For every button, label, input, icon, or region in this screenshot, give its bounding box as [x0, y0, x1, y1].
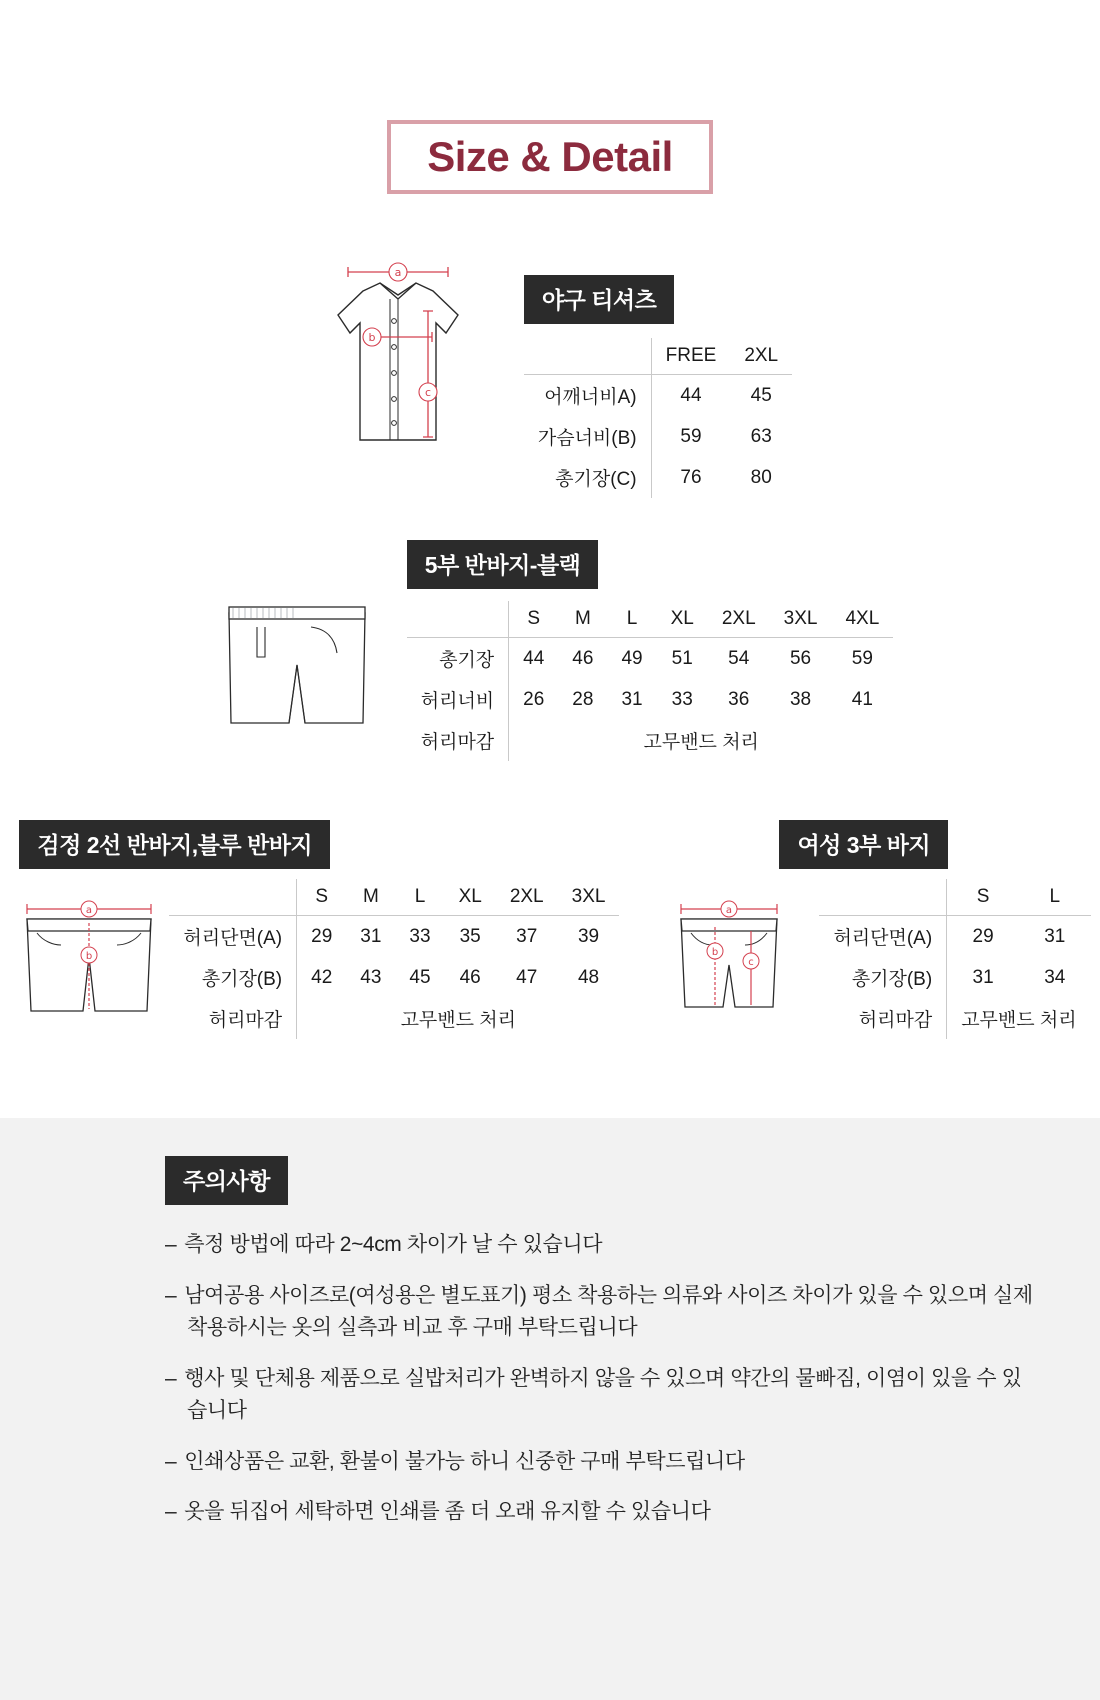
table-row [407, 679, 894, 720]
row-label: 허리마감 [819, 998, 946, 1039]
row-label: 총기장(B) [169, 957, 296, 998]
baseball-tee-info [524, 255, 792, 498]
merged-cell: 고무밴드 처리 [961, 1010, 1077, 1031]
notice-item [165, 1363, 1040, 1428]
table-row [819, 957, 1090, 998]
title-frame [387, 120, 713, 194]
table-row [524, 416, 792, 457]
womens-3bu-tag-wrap [659, 820, 1090, 869]
notice-text: 인쇄상품은 교환, 환불이 불가능 하니 신중한 구매 부탁드립니다 [184, 1449, 745, 1473]
cell: 43 [360, 966, 382, 988]
womens-3bu-tag: 여성 3부 바지 [779, 820, 948, 869]
black2line-diagram [9, 879, 169, 1034]
title-frame-right-bar [709, 120, 713, 194]
cell: 46 [572, 647, 594, 669]
table-row [169, 957, 619, 998]
col-header-3xl: 3XL [558, 879, 620, 916]
table-row [524, 375, 792, 417]
col-header-m: M [558, 601, 607, 638]
cell: 29 [972, 925, 994, 947]
cell: 59 [851, 647, 873, 669]
cell: 31 [972, 966, 994, 988]
title-frame-left-bar [387, 120, 391, 194]
black2line-body [9, 879, 619, 1039]
cell: 45 [750, 384, 772, 406]
col-header-l: L [1019, 879, 1091, 916]
notice-list [165, 1229, 1040, 1529]
section-shorts-5bu-black [0, 540, 1100, 761]
col-header-2xl: 2XL [730, 338, 792, 375]
cell: 80 [750, 466, 772, 488]
black2line-table [169, 879, 619, 1039]
cell: 48 [577, 966, 600, 988]
cell: 38 [789, 688, 812, 710]
notice-bullet: – [165, 1500, 177, 1524]
table-row [524, 457, 792, 498]
notice-bullet: – [165, 1283, 177, 1307]
col-header-0 [169, 879, 296, 916]
notice-bullet: – [165, 1366, 177, 1390]
row-label: 총기장 [407, 638, 509, 680]
row-label: 허리너비 [407, 679, 509, 720]
cell: 37 [516, 925, 538, 947]
table-row [407, 638, 894, 680]
cell: 45 [409, 966, 431, 988]
baseball-tee-diagram [308, 255, 488, 480]
cell: 41 [851, 688, 873, 710]
notice-text: 행사 및 단체용 제품으로 실밥처리가 완벽하지 않을 수 있으며 약간의 물빠짐, 이염이 있을 수 있습니다 [184, 1366, 1022, 1423]
womens-3bu-body [659, 879, 1090, 1039]
cell: 44 [680, 384, 702, 406]
row-label: 어깨너비A) [524, 375, 651, 417]
col-header-4xl: 4XL [831, 601, 893, 638]
col-header-0 [819, 879, 946, 916]
shorts-5bu-tag: 5부 반바지-블랙 [407, 540, 599, 589]
svg-text:b: b [86, 951, 93, 962]
row-label: 총기장(C) [524, 457, 651, 498]
row-label: 허리단면(A) [819, 916, 946, 958]
notice-item [165, 1229, 1040, 1262]
notice-item [165, 1280, 1040, 1345]
cell: 59 [680, 425, 702, 447]
cell: 33 [409, 925, 431, 947]
cell: 36 [728, 688, 750, 710]
svg-text:b: b [368, 331, 376, 344]
cell: 39 [577, 925, 600, 947]
shorts-5bu-info [407, 540, 894, 761]
cell: 33 [671, 688, 693, 710]
cell: 63 [750, 425, 772, 447]
cell: 42 [311, 966, 333, 988]
col-header-m: M [346, 879, 395, 916]
row-label: 총기장(B) [819, 957, 946, 998]
notice-item [165, 1496, 1040, 1529]
table-row-merged [407, 720, 894, 761]
page-header [0, 0, 1100, 194]
shorts-5bu-diagram [207, 540, 387, 750]
svg-text:a: a [726, 905, 733, 916]
cell: 47 [516, 966, 538, 988]
cell: 46 [459, 966, 481, 988]
table-header-row [819, 879, 1090, 916]
cell: 35 [459, 925, 481, 947]
svg-text:a: a [394, 266, 402, 279]
row-label: 허리단면(A) [169, 916, 296, 958]
cell: 29 [311, 925, 333, 947]
notice-text: 옷을 뒤집어 세탁하면 인쇄를 좀 더 오래 유지할 수 있습니다 [184, 1500, 711, 1524]
col-header-0 [407, 601, 509, 638]
table-header-row [524, 338, 792, 375]
cell: 56 [789, 647, 812, 669]
col-header-s: S [947, 879, 1019, 916]
cell: 51 [671, 647, 693, 669]
notice-text: 측정 방법에 따라 2~4cm 차이가 날 수 있습니다 [184, 1233, 603, 1256]
table-row-merged [169, 998, 619, 1039]
womens-3bu-table [819, 879, 1090, 1039]
notice-section [0, 1118, 1100, 1700]
table-header-row [169, 879, 619, 916]
col-header-xl: XL [657, 601, 708, 638]
section-baseball-tee [0, 255, 1100, 498]
womens-3bu-diagram [659, 879, 819, 1034]
section-row-shorts [0, 820, 1100, 1039]
svg-text:c: c [424, 386, 431, 399]
table-header-row [407, 601, 894, 638]
cell: 26 [523, 688, 545, 710]
table-row [169, 916, 619, 958]
cell: 34 [1044, 966, 1066, 988]
col-header-l: L [395, 879, 444, 916]
cell: 76 [680, 466, 702, 488]
cell: 31 [1044, 925, 1066, 947]
shorts-5bu-table [407, 601, 894, 761]
row-label: 허리마감 [407, 720, 509, 761]
notice-item [165, 1446, 1040, 1479]
baseball-tee-tag: 야구 티셔츠 [524, 275, 674, 324]
col-header-s: S [509, 601, 559, 638]
notice-bullet: – [165, 1449, 177, 1473]
notice-bullet: – [165, 1233, 177, 1256]
black2line-tag-wrap [9, 820, 619, 869]
row-label: 허리마감 [169, 998, 296, 1039]
table-row [819, 916, 1090, 958]
col-header-xl: XL [445, 879, 496, 916]
notice-tag: 주의사항 [165, 1156, 288, 1205]
notice-text: 남여공용 사이즈로(여성용은 별도표기) 평소 착용하는 의류와 사이즈 차이가 있을 수 있으며 실제 착용하시는 옷의 실측과 비교 후 구매 부탁드립니다 [184, 1283, 1033, 1340]
col-header-0 [524, 338, 651, 375]
cell: 31 [360, 925, 382, 947]
svg-text:a: a [86, 905, 93, 916]
cell: 44 [523, 647, 545, 669]
black2line-tag: 검정 2선 반바지,블루 반바지 [19, 820, 330, 869]
cell: 28 [572, 688, 594, 710]
table-row-merged [819, 998, 1090, 1039]
col-header-2xl: 2XL [708, 601, 770, 638]
page-title: Size & Detail [427, 133, 673, 180]
col-header-2xl: 2XL [496, 879, 558, 916]
cell: 54 [728, 647, 750, 669]
baseball-tee-table [524, 338, 792, 498]
col-header-l: L [607, 601, 656, 638]
merged-cell: 고무밴드 처리 [643, 732, 759, 753]
merged-cell: 고무밴드 처리 [400, 1010, 516, 1031]
section-black2line-blue [9, 820, 619, 1039]
row-label: 가슴너비(B) [524, 416, 651, 457]
notice-inner [0, 1156, 1100, 1529]
col-header-s: S [297, 879, 347, 916]
col-header-free: FREE [651, 338, 730, 375]
section-womens-3bu [659, 820, 1090, 1039]
cell: 31 [621, 688, 643, 710]
col-header-3xl: 3XL [770, 601, 832, 638]
svg-text:b: b [712, 947, 719, 958]
cell: 49 [621, 647, 643, 669]
svg-text:c: c [748, 957, 755, 968]
